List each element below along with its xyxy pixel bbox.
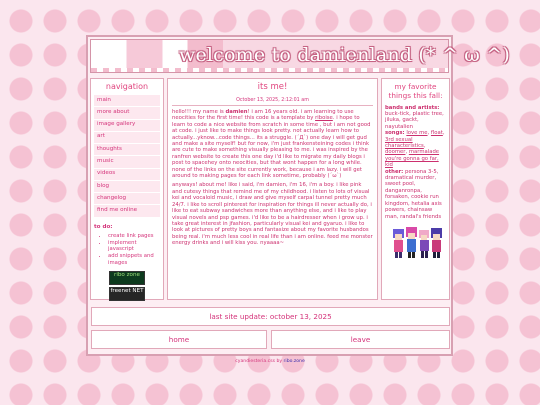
home-button[interactable]: home xyxy=(91,330,267,349)
favorites-title: my favorite things this fall: xyxy=(388,82,443,100)
song-link[interactable]: marmalade xyxy=(408,149,440,156)
divider xyxy=(172,105,373,106)
nav-item-main[interactable]: main xyxy=(94,95,160,107)
navigation-title: navigation xyxy=(105,82,149,91)
song-link[interactable]: float xyxy=(430,130,443,137)
last-update-banner: last site update: october 13, 2025 xyxy=(91,307,450,326)
name-text: damien xyxy=(225,109,248,115)
site-frame xyxy=(86,35,510,356)
intro-text: hello!!! my name is xyxy=(172,109,226,115)
main-body xyxy=(172,109,373,247)
about-paragraph: anyways! about me! like i said, i'm damien, i'm 16, i'm a boy. i like pink and cutesy things that remind me of my childhood. i listen to lots of visual kei and vocaloid music, i draw and give myself carpal tunnel pretty much 24/7. i like to scroll pinterest for inspiration for things ill never actually do, i like to eat subway sandwiches more than anything else, and i like to play visual novels and psp games. i'd like to be a hairdresser when i grow up. i take great interest in jfashion, particularly visual kei and gyaruo. i like to look at pictures of pretty boys and fantasize about my favorite husbandos being real. i'm much less cool in real life than i am online. feed me monster energy drinks and i will kiss you. nyaaaa~ xyxy=(172,182,373,247)
credit-text: cyandiesteria.css by xyxy=(235,359,283,364)
credit-link[interactable]: ribo.zone xyxy=(283,359,305,364)
nav-item-blog[interactable]: blog xyxy=(94,181,160,193)
intro-text: . i hope to learn to code a nice website from scratch in some time , but i am not good at code. i just like to make things look pretty. not actually learn how to actually...yknow...code things... its a struggle. (´Д`) one day i will get gud and make a site myself! but for now, i'm just frankensteining codes i think are cute to make something visually pleasing to me. i was inspired by the ranfren website to create this one day i'd like to migrate my daily blogs i post to spacehey onto neocities, but that wont happen for a long while. none of the links on the site currently work, because i am lazy. i will get around to making pages for each link sometime, probably (´ω`) xyxy=(172,115,371,180)
freenet-badge[interactable]: freenet NET xyxy=(109,287,145,301)
intro-paragraph xyxy=(172,109,373,179)
footer-credit xyxy=(0,359,540,364)
post-date: October 13, 2025, 2:12:01 am xyxy=(236,98,309,103)
template-author-link[interactable]: riboise xyxy=(315,115,333,122)
nav-item-videos[interactable]: videos xyxy=(94,169,160,181)
pixel-character-art xyxy=(390,225,444,259)
favorites-body: bands and artists: buck-tick, plastic tree, jiluka, gackt, nayutalien songs: love me, float, 3rd sexual characteristics, doomer, marmalade you're gonna go far, kid other: persona 3-5, dramatical murder, sweet pool, danganronpa, forsaken, cookie run kingdom, hetalia axis powers, chainsaw man, randal's friends xyxy=(385,104,445,220)
todo-item: • implement javascript xyxy=(108,240,163,253)
site-header xyxy=(90,39,510,73)
bands-list: buck-tick, plastic tree, jiluka, gackt, nayutalien xyxy=(385,111,444,130)
nav-item-find-me-online[interactable]: find me online xyxy=(94,205,160,217)
bands-label: bands and artists: xyxy=(385,104,440,111)
todo-item: • add snippets and images xyxy=(108,253,163,266)
other-list: persona 3-5, dramatical murder, sweet pool, danganronpa, forsaken, cookie run kingdom, hetalia axis powers, chainsaw man, randal's friends xyxy=(385,168,442,220)
todo-item: • create link pages xyxy=(108,233,163,240)
nav-item-art[interactable]: art xyxy=(94,132,160,144)
song-link[interactable]: love me xyxy=(406,130,428,137)
leave-button[interactable]: leave xyxy=(271,330,450,349)
ribo-zone-badge[interactable]: ribo zone xyxy=(109,271,145,285)
todo-label: to do: xyxy=(94,223,113,230)
other-label: other: xyxy=(385,168,404,175)
nav-item-changelog[interactable]: changelog xyxy=(94,193,160,205)
nav-item-thoughts[interactable]: thoughts xyxy=(94,144,160,156)
nav-item-image-gallery[interactable]: image gallery xyxy=(94,120,160,132)
song-link[interactable]: doomer xyxy=(385,149,406,156)
songs-label: songs: xyxy=(385,130,405,137)
intro-text: ! i am 16 years old. i am learning to use neocities for the first time! this code is a template by xyxy=(172,109,354,122)
todo-list xyxy=(91,233,163,267)
nav-item-more-about[interactable]: more about xyxy=(94,107,160,119)
nav-item-music[interactable]: music xyxy=(94,156,160,168)
pixel-characters-image xyxy=(390,225,444,259)
main-title: its me! xyxy=(257,82,288,92)
favorites-panel xyxy=(381,78,450,300)
song-link[interactable]: 3rd sexual characteristics xyxy=(385,136,424,150)
song-link[interactable]: you're gonna go far, kid xyxy=(385,155,439,169)
navigation-panel xyxy=(90,78,164,300)
site-title: welcome to damienland (* ^ ω ^) xyxy=(179,44,510,66)
nav-list xyxy=(94,95,160,218)
main-content-panel xyxy=(167,78,378,300)
